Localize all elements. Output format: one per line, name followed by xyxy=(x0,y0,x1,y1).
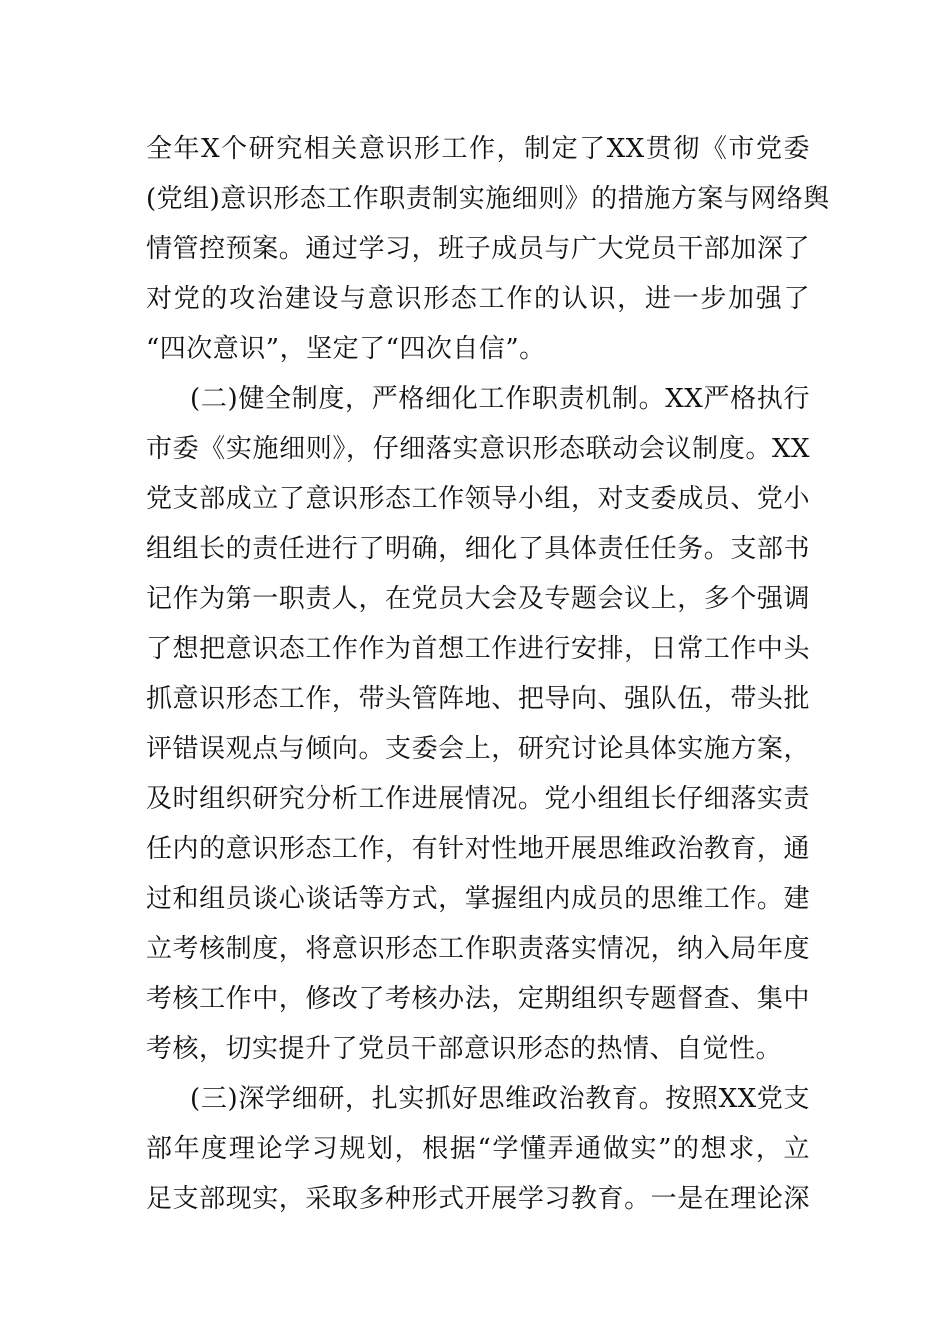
text-line: 立考核制度，将意识形态工作职责落实情况，纳入局年度 xyxy=(146,934,810,964)
text-line: 任内的意识形态工作，有针对性地开展思维政治教育，通 xyxy=(146,834,810,864)
text-line: 组组长的责任进行了明确，细化了具体责任任务。支部书 xyxy=(146,534,810,564)
text-line: (党组)意识形态工作职责制实施细则》的措施方案与网络舆 xyxy=(146,184,830,214)
text-line: “四次意识”，坚定了“四次自信”。 xyxy=(146,334,546,364)
text-line: 过和组员谈心谈话等方式，掌握组内成员的思维工作。建 xyxy=(146,884,810,914)
text-line: 部年度理论学习规划，根据“学懂弄通做实”的想求，立 xyxy=(146,1134,810,1164)
text-line: 记作为第一职责人，在党员大会及专题会议上，多个强调 xyxy=(146,584,810,614)
text-line: 了想把意识态工作作为首想工作进行安排，日常工作中头 xyxy=(146,634,810,664)
text-line: 情管控预案。通过学习，班子成员与广大党员干部加深了 xyxy=(146,234,810,264)
text-line: 评错误观点与倾向。支委会上，研究讨论具体实施方案， xyxy=(146,734,810,764)
text-line: 市委《实施细则》，仔细落实意识形态联动会议制度。XX xyxy=(146,434,810,464)
text-line: 足支部现实，采取多种形式开展学习教育。一是在理论深 xyxy=(146,1184,810,1214)
text-line: 考核工作中，修改了考核办法，定期组织专题督查、集中 xyxy=(146,984,810,1014)
text-line: 对党的攻治建设与意识形态工作的认识，进一步加强了 xyxy=(146,284,810,314)
text-line: 考核，切实提升了党员干部意识形态的热情、自觉性。 xyxy=(146,1034,783,1064)
section-heading-line: (二)健全制度，严格细化工作职责机制。XX严格执行 xyxy=(190,384,810,414)
section-heading-line: (三)深学细研，扎实抓好思维政治教育。按照XX党支 xyxy=(190,1084,810,1114)
text-line: 及时组织研究分析工作进展情况。党小组组长仔细落实责 xyxy=(146,784,810,814)
text-line: 抓意识形态工作，带头管阵地、把导向、强队伍，带头批 xyxy=(146,684,810,714)
text-line: 党支部成立了意识形态工作领导小组，对支委成员、党小 xyxy=(146,484,810,514)
document-body xyxy=(146,124,830,1224)
text-line: 全年X个研究相关意识形工作，制定了XX贯彻《市党委 xyxy=(146,134,810,164)
